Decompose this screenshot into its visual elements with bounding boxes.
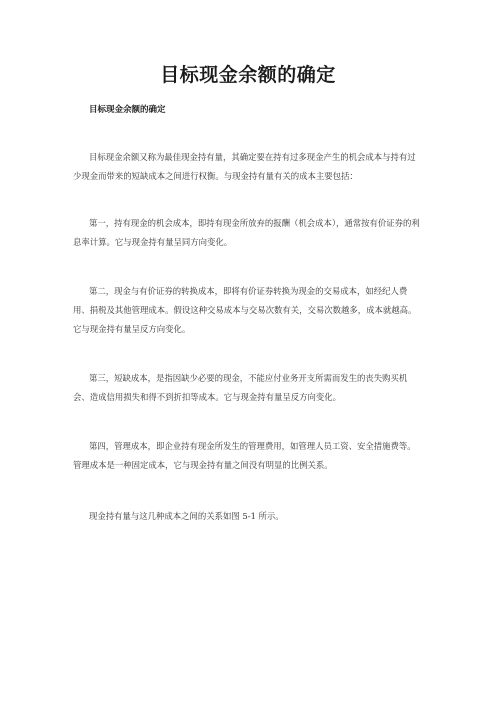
paragraph-figure-reference: 现金持有量与这几种成本之间的关系如图 5-1 所示。 [89, 511, 284, 521]
paragraph-shortage-cost: 第三，短缺成本，是指因缺少必要的现金，不能应付业务开支所需而发生的丧失购买机会、造成信用损失和得不到折扣等成本。它与现金持有量呈反方向变化。 [73, 373, 408, 402]
paragraph-intro: 目标现金余额又称为最佳现金持有量，其确定要在持有过多现金产生的机会成本与持有过少现金而带来的短缺成本之间进行权衡。与现金持有量有关的成本主要包括： [73, 152, 416, 181]
paragraph-opportunity-cost: 第一，持有现金的机会成本，即持有现金所放弃的报酬（机会成本），通常按有价证券的利息率计算。它与现金持有量呈同方向变化。 [73, 218, 420, 247]
document-title: 目标现金余额的确定 [160, 64, 336, 86]
paragraph-management-cost: 第四，管理成本，即企业持有现金所发生的管理费用，如管理人员工资、安全措施费等。管理成本是一种固定成本，它与现金持有量之间没有明显的比例关系。 [73, 441, 416, 470]
document-subtitle: 目标现金余额的确定 [89, 105, 166, 115]
paragraph-conversion-cost: 第二，现金与有价证券的转换成本，即将有价证券转换为现金的交易成本，如经纪人费用、捐税及其他管理成本。假设这种交易成本与交易次数有关，交易次数越多，成本就越高。它与现金持有量呈反方向变化。 [73, 286, 417, 334]
